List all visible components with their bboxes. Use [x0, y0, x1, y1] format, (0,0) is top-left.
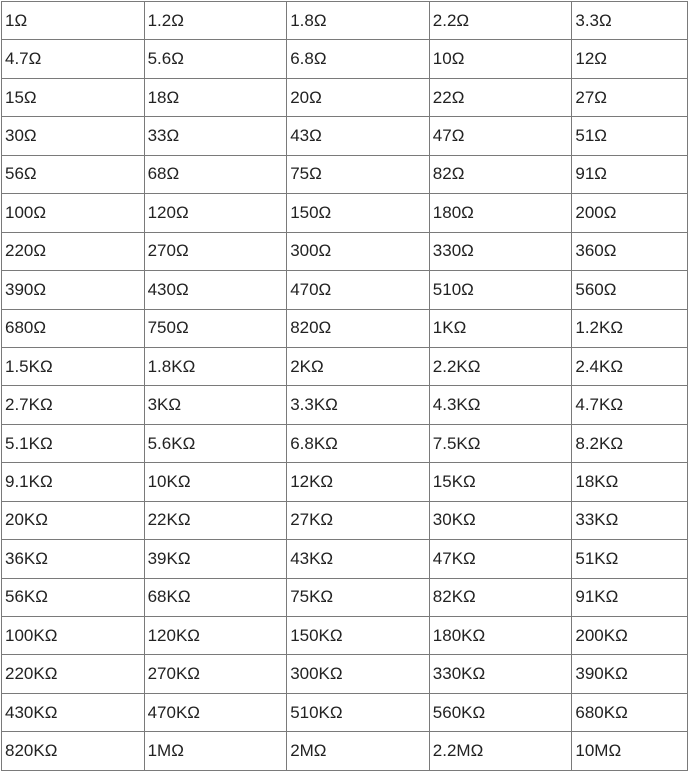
- resistor-value-cell: 390KΩ: [572, 655, 688, 693]
- table-row: [2, 386, 688, 424]
- resistor-value-cell: 1KΩ: [429, 309, 572, 347]
- resistor-value-cell: 2.7KΩ: [2, 386, 145, 424]
- resistor-value-cell: 270KΩ: [144, 655, 287, 693]
- table-row: [2, 78, 688, 116]
- resistor-value-cell: 43Ω: [287, 117, 430, 155]
- resistor-value-cell: 4.7Ω: [2, 40, 145, 78]
- resistor-value-cell: 470KΩ: [144, 693, 287, 731]
- resistor-value-cell: 1.8KΩ: [144, 347, 287, 385]
- resistor-value-cell: 18KΩ: [572, 463, 688, 501]
- resistor-value-cell: 120KΩ: [144, 617, 287, 655]
- resistor-value-cell: 7.5KΩ: [429, 424, 572, 462]
- resistor-value-cell: 51Ω: [572, 117, 688, 155]
- resistor-value-cell: 6.8Ω: [287, 40, 430, 78]
- table-row: [2, 617, 688, 655]
- resistor-value-cell: 3KΩ: [144, 386, 287, 424]
- table-row: [2, 232, 688, 270]
- resistor-value-cell: 2.2MΩ: [429, 732, 572, 770]
- resistor-value-cell: 20KΩ: [2, 501, 145, 539]
- resistor-value-cell: 18Ω: [144, 78, 287, 116]
- table-row: [2, 2, 688, 40]
- resistor-value-cell: 1.8Ω: [287, 2, 430, 40]
- resistor-value-cell: 1.5KΩ: [2, 347, 145, 385]
- resistor-value-cell: 120Ω: [144, 194, 287, 232]
- resistor-value-cell: 560Ω: [572, 271, 688, 309]
- resistor-value-table: [1, 1, 688, 771]
- resistor-value-cell: 220KΩ: [2, 655, 145, 693]
- resistor-value-cell: 680Ω: [2, 309, 145, 347]
- resistor-value-cell: 750Ω: [144, 309, 287, 347]
- table-row: [2, 347, 688, 385]
- resistor-value-cell: 22KΩ: [144, 501, 287, 539]
- resistor-value-cell: 10Ω: [429, 40, 572, 78]
- resistor-value-cell: 390Ω: [2, 271, 145, 309]
- resistor-value-cell: 3.3Ω: [572, 2, 688, 40]
- resistor-value-cell: 220Ω: [2, 232, 145, 270]
- resistor-value-cell: 8.2KΩ: [572, 424, 688, 462]
- table-row: [2, 463, 688, 501]
- resistor-value-cell: 47Ω: [429, 117, 572, 155]
- resistor-value-cell: 100KΩ: [2, 617, 145, 655]
- table-row: [2, 40, 688, 78]
- resistor-value-cell: 2.4KΩ: [572, 347, 688, 385]
- resistor-value-cell: 430Ω: [144, 271, 287, 309]
- resistor-value-cell: 82Ω: [429, 155, 572, 193]
- table-row: [2, 155, 688, 193]
- resistor-value-cell: 200KΩ: [572, 617, 688, 655]
- table-row: [2, 693, 688, 731]
- resistor-value-cell: 30Ω: [2, 117, 145, 155]
- resistor-value-cell: 82KΩ: [429, 578, 572, 616]
- resistor-value-cell: 510Ω: [429, 271, 572, 309]
- resistor-value-cell: 75KΩ: [287, 578, 430, 616]
- resistor-value-cell: 91Ω: [572, 155, 688, 193]
- resistor-value-cell: 5.6Ω: [144, 40, 287, 78]
- resistor-value-cell: 680KΩ: [572, 693, 688, 731]
- resistor-value-cell: 2.2Ω: [429, 2, 572, 40]
- resistor-value-cell: 150KΩ: [287, 617, 430, 655]
- resistor-value-cell: 360Ω: [572, 232, 688, 270]
- resistor-value-cell: 68KΩ: [144, 578, 287, 616]
- resistor-value-cell: 20Ω: [287, 78, 430, 116]
- resistor-value-cell: 1.2KΩ: [572, 309, 688, 347]
- resistor-value-cell: 56Ω: [2, 155, 145, 193]
- resistor-value-cell: 12Ω: [572, 40, 688, 78]
- table-row: [2, 501, 688, 539]
- resistor-value-cell: 2MΩ: [287, 732, 430, 770]
- resistor-value-cell: 5.6KΩ: [144, 424, 287, 462]
- resistor-value-cell: 27Ω: [572, 78, 688, 116]
- resistor-value-cell: 75Ω: [287, 155, 430, 193]
- resistor-value-cell: 560KΩ: [429, 693, 572, 731]
- resistor-value-cell: 100Ω: [2, 194, 145, 232]
- table-row: [2, 424, 688, 462]
- resistor-value-cell: 180Ω: [429, 194, 572, 232]
- resistor-value-cell: 33Ω: [144, 117, 287, 155]
- resistor-value-cell: 430KΩ: [2, 693, 145, 731]
- resistor-value-cell: 5.1KΩ: [2, 424, 145, 462]
- table-row: [2, 117, 688, 155]
- resistor-value-cell: 1.2Ω: [144, 2, 287, 40]
- resistor-value-cell: 300KΩ: [287, 655, 430, 693]
- resistor-value-sheet: [1, 1, 693, 761]
- table-row: [2, 732, 688, 770]
- resistor-value-cell: 36KΩ: [2, 540, 145, 578]
- table-row: [2, 309, 688, 347]
- resistor-value-cell: 22Ω: [429, 78, 572, 116]
- table-row: [2, 578, 688, 616]
- resistor-value-cell: 6.8KΩ: [287, 424, 430, 462]
- resistor-value-cell: 39KΩ: [144, 540, 287, 578]
- resistor-value-cell: 2KΩ: [287, 347, 430, 385]
- resistor-value-cell: 9.1KΩ: [2, 463, 145, 501]
- resistor-value-cell: 4.3KΩ: [429, 386, 572, 424]
- resistor-value-cell: 91KΩ: [572, 578, 688, 616]
- resistor-value-cell: 330KΩ: [429, 655, 572, 693]
- resistor-value-cell: 300Ω: [287, 232, 430, 270]
- resistor-value-cell: 820Ω: [287, 309, 430, 347]
- resistor-value-cell: 27KΩ: [287, 501, 430, 539]
- resistor-value-cell: 270Ω: [144, 232, 287, 270]
- table-row: [2, 655, 688, 693]
- resistor-value-cell: 51KΩ: [572, 540, 688, 578]
- resistor-value-cell: 1Ω: [2, 2, 145, 40]
- resistor-value-cell: 68Ω: [144, 155, 287, 193]
- resistor-value-cell: 200Ω: [572, 194, 688, 232]
- table-row: [2, 194, 688, 232]
- resistor-value-cell: 510KΩ: [287, 693, 430, 731]
- resistor-value-cell: 15KΩ: [429, 463, 572, 501]
- table-body: [2, 2, 688, 771]
- resistor-value-cell: 12KΩ: [287, 463, 430, 501]
- resistor-value-cell: 47KΩ: [429, 540, 572, 578]
- resistor-value-cell: 56KΩ: [2, 578, 145, 616]
- resistor-value-cell: 10KΩ: [144, 463, 287, 501]
- resistor-value-cell: 4.7KΩ: [572, 386, 688, 424]
- resistor-value-cell: 2.2KΩ: [429, 347, 572, 385]
- resistor-value-cell: 1MΩ: [144, 732, 287, 770]
- table-row: [2, 271, 688, 309]
- resistor-value-cell: 30KΩ: [429, 501, 572, 539]
- resistor-value-cell: 3.3KΩ: [287, 386, 430, 424]
- resistor-value-cell: 180KΩ: [429, 617, 572, 655]
- table-row: [2, 540, 688, 578]
- resistor-value-cell: 470Ω: [287, 271, 430, 309]
- resistor-value-cell: 820KΩ: [2, 732, 145, 770]
- resistor-value-cell: 33KΩ: [572, 501, 688, 539]
- resistor-value-cell: 43KΩ: [287, 540, 430, 578]
- resistor-value-cell: 15Ω: [2, 78, 145, 116]
- resistor-value-cell: 150Ω: [287, 194, 430, 232]
- resistor-value-cell: 330Ω: [429, 232, 572, 270]
- resistor-value-cell: 10MΩ: [572, 732, 688, 770]
